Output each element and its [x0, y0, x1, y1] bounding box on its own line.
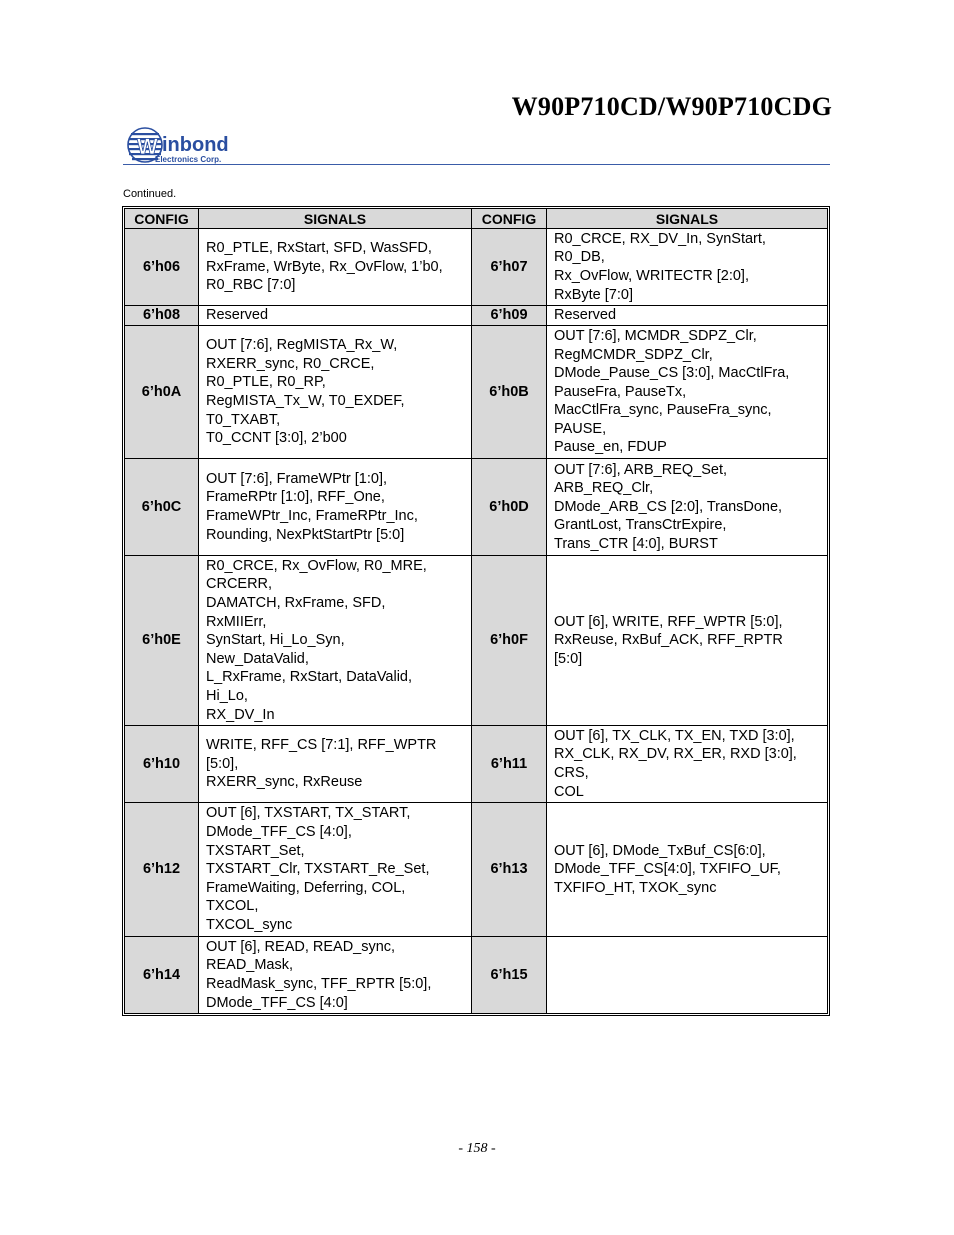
signals-cell: OUT [6], WRITE, RFF_WPTR [5:0], RxReuse, RxBuf_ACK, RFF_RPTR [5:0] — [547, 556, 828, 726]
signals-table — [124, 208, 828, 1014]
signals-table-frame — [122, 206, 830, 1016]
table-row — [125, 726, 828, 803]
config-cell: 6’h0F — [472, 556, 547, 726]
table-row — [125, 306, 828, 326]
header-divider — [123, 164, 830, 165]
signals-cell: OUT [6], TXSTART, TX_START, DMode_TFF_CS [4:0], TXSTART_Set, TXSTART_Clr, TXSTART_Re_Set, FrameWaiting, Deferring, COL, TXCOL, TXCOL_sync — [199, 803, 472, 937]
table-row — [125, 459, 828, 556]
config-cell: 6’h0A — [125, 326, 199, 459]
signals-cell: R0_CRCE, RX_DV_In, SynStart, R0_DB, Rx_OvFlow, WRITECTR [2:0], RxByte [7:0] — [547, 229, 828, 306]
signals-cell: R0_PTLE, RxStart, SFD, WasSFD, RxFrame, WrByte, Rx_OvFlow, 1’b0, R0_RBC [7:0] — [199, 229, 472, 306]
config-cell: 6’h10 — [125, 726, 199, 803]
table-row — [125, 229, 828, 306]
signals-cell: OUT [6], DMode_TxBuf_CS[6:0], DMode_TFF_CS[4:0], TXFIFO_UF, TXFIFO_HT, TXOK_sync — [547, 803, 828, 937]
signals-cell: WRITE, RFF_CS [7:1], RFF_WPTR [5:0], RXERR_sync, RxReuse — [199, 726, 472, 803]
config-cell: 6’h11 — [472, 726, 547, 803]
svg-text:inbond: inbond — [162, 134, 229, 156]
signals-cell: OUT [6], READ, READ_sync, READ_Mask, ReadMask_sync, TFF_RPTR [5:0], DMode_TFF_CS [4:0] — [199, 937, 472, 1014]
config-cell: 6’h13 — [472, 803, 547, 937]
page-number: - 158 - — [458, 1141, 496, 1156]
config-cell: 6’h0D — [472, 459, 547, 556]
winbond-logo — [127, 125, 257, 167]
signals-cell: OUT [7:6], ARB_REQ_Set, ARB_REQ_Clr, DMode_ARB_CS [2:0], TransDone, GrantLost, TransCtrExpire, Trans_CTR [4:0], BURST — [547, 459, 828, 556]
signals-cell: Reserved — [547, 306, 828, 326]
column-header: CONFIG — [472, 209, 547, 229]
signals-cell: OUT [6], TX_CLK, TX_EN, TXD [3:0], RX_CLK, RX_DV, RX_ER, RXD [3:0], CRS, COL — [547, 726, 828, 803]
config-cell: 6’h12 — [125, 803, 199, 937]
signals-cell: R0_CRCE, Rx_OvFlow, R0_MRE, CRCERR, DAMATCH, RxFrame, SFD, RxMIIErr, SynStart, Hi_Lo_Syn, New_DataValid, L_RxFrame, RxStart, DataValid, Hi_Lo, RX_DV_In — [199, 556, 472, 726]
config-cell: 6’h0B — [472, 326, 547, 459]
config-cell: 6’h15 — [472, 937, 547, 1014]
config-cell: 6’h14 — [125, 937, 199, 1014]
column-header: CONFIG — [125, 209, 199, 229]
svg-text:Electronics Corp.: Electronics Corp. — [155, 155, 222, 164]
table-row — [125, 556, 828, 726]
config-cell: 6’h06 — [125, 229, 199, 306]
signals-cell — [547, 937, 828, 1014]
table-header-row — [125, 209, 828, 229]
table-row — [125, 326, 828, 459]
table-row — [125, 803, 828, 937]
config-cell: 6’h0C — [125, 459, 199, 556]
signals-cell: Reserved — [199, 306, 472, 326]
document-title: W90P710CD/W90P710CDG — [511, 92, 832, 121]
config-cell: 6’h0E — [125, 556, 199, 726]
config-cell: 6’h07 — [472, 229, 547, 306]
continued-label: Continued. — [123, 188, 177, 200]
signals-cell: OUT [7:6], MCMDR_SDPZ_Clr, RegMCMDR_SDPZ_Clr, DMode_Pause_CS [3:0], MacCtlFra, PauseFra, PauseTx, MacCtlFra_sync, PauseFra_sync, PAUSE, Pause_en, FDUP — [547, 326, 828, 459]
column-header: SIGNALS — [547, 209, 828, 229]
config-cell: 6’h08 — [125, 306, 199, 326]
column-header: SIGNALS — [199, 209, 472, 229]
config-cell: 6’h09 — [472, 306, 547, 326]
signals-cell: OUT [7:6], RegMISTA_Rx_W, RXERR_sync, R0_CRCE, R0_PTLE, R0_RP, RegMISTA_Tx_W, T0_EXDEF, T0_TXABT, T0_CCNT [3:0], 2’b00 — [199, 326, 472, 459]
table-row — [125, 937, 828, 1014]
signals-cell: OUT [7:6], FrameWPtr [1:0], FrameRPtr [1:0], RFF_One, FrameWPtr_Inc, FrameRPtr_Inc, Rounding, NexPktStartPtr [5:0] — [199, 459, 472, 556]
svg-text:W: W — [137, 134, 158, 159]
